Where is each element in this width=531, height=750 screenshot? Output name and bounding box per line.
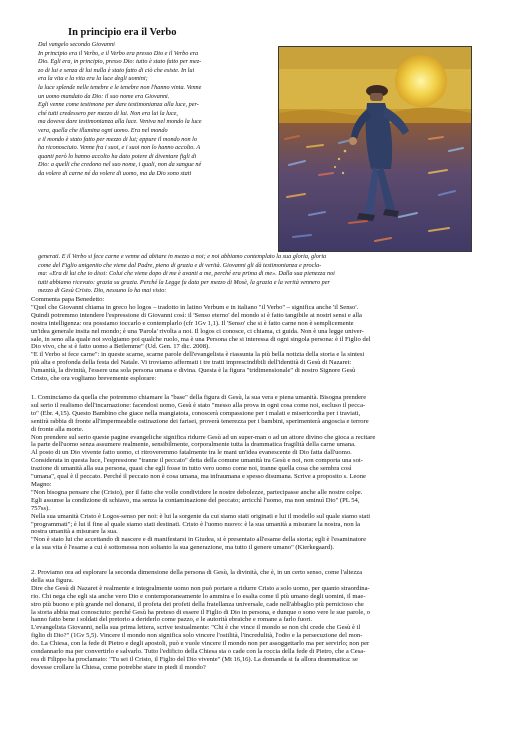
- section1-line: di fronte alla morte.: [31, 425, 84, 433]
- section1-line: Egli assunse la condizione di schiavo, ma senza la contaminazione del peccato; arricchì l'uomo, ma non sminuì Dio" (PL 54,: [31, 496, 360, 504]
- gospel-line: Dal vangelo secondo Giovanni: [38, 41, 115, 48]
- comment-line: Commenta papa Benedetto:: [31, 296, 105, 303]
- gospel-text: [38, 41, 274, 179]
- gospel-line: In principio era il Verbo, e il Verbo era presso Dio e il Verbo era: [38, 49, 199, 57]
- gospel-text-continued: [38, 253, 498, 296]
- section2-line: hanno fatto bene i soldati del pretorio a deriderlo come pazzo, e le autorità ebraiche e romane a farlo fuori.: [31, 616, 313, 624]
- section1-line: to" (Ebr. 4,15). Questo Bambino che giace nella mangiatoia, conoscerà compassione per i malati e misericordia per i traviati,: [31, 409, 361, 417]
- comment-line: Dio vivo, che si è fatto uomo a Betlemme" (Ud. Gen. 17 dic. 2008).: [31, 343, 210, 351]
- section-two-divinity: [31, 569, 507, 672]
- section2-line: 2. Proviamo ora ad esplorare la seconda dimensione della persona di Gesù, la divinità, che è, in un certo senso, come l'altezza: [31, 569, 363, 576]
- section1-line: Al posto di un Dio vivente fatto uomo, ci ritroveremmo fatalmente tra le mani un'idea evanescente di Dio fatta dall'uomo.: [31, 449, 352, 457]
- gospel-line: la luce splende nelle tenebre e le tenebre non l'hanno vinta. Venne: [38, 83, 202, 91]
- gospel-line: Egli venne come testimone per dare testimonianza alla luce, per-: [38, 101, 199, 109]
- section1-line: "programmati"; è lui il fine al quale siamo stati destinati. Cristo è l'uomo nuovo: è la sua umanità a misurare la nostra, non la: [31, 520, 361, 528]
- comment-line: "E il Verbo si fece carne": in queste scarne, scarne parole dell'evangelista è riassunta la più bella notizia della storia e la sintesi: [31, 351, 365, 359]
- gospel-line: mezzo di Gesù Cristo. Dio, nessuno lo ha mai visto:: [38, 287, 167, 295]
- comment-line: un'idea generale insita nel mondo; è una 'Parola' rivolta a noi. Il logos ci conosce, ci chiama, ci guida. Non è una legge univer-: [31, 327, 364, 335]
- section1-line: "Non è stato lui che accettando di nascere e di manifestarsi in Giudea, si è presentato all'esame della storia; egli è l'esaminatore: [31, 536, 366, 544]
- gospel-line: ma doveva dare testimonianza alla luce. Veniva nel mondo la luce: [38, 118, 202, 126]
- gospel-line: ché tutti credessero per mezzo di lui. Non era lui la luce,: [38, 109, 178, 117]
- section1-line: la parte dell'uomo senza assumere realmente, sensibilmente, corporalmente tutta la drammatica fragilità della carne umana.: [31, 441, 356, 449]
- comment-line: sale, in seno alla quale noi svolgiamo poi qualche ruolo, ma è una Persona che si interessa di ogni singola persona: è il Figlio del: [31, 335, 371, 343]
- sower-painting: [278, 46, 472, 252]
- gospel-line: era la vita e la vita era la luce degli uomini;: [38, 75, 148, 83]
- section2-line: rea di Filippo ha proclamato: "Tu sei il Cristo, il Figlio del Dio vivente" (Mt 16,16). La domanda si fa allora drammatica: se: [31, 655, 358, 663]
- section2-line: dovesse crollare la Chiesa, come potrebbe stare in piedi il mondo?: [31, 663, 206, 671]
- section1-line: sul serio il realismo dell'incarnazione: facendosi uomo, Gesù è stato "messo alla prova in ogni cosa come noi, escluso il pecca-: [31, 401, 366, 409]
- gospel-line: generati. E il Verbo si fece carne e venne ad abitare in mezzo a noi; e noi abbiamo contemplato la sua gloria, gloria: [38, 253, 327, 260]
- section1-line: "umana", qual è il peccato. Perché il peccato non è cosa umana, ma infraumana e spesso disumana. Scrive a proposito s. Leone: [31, 473, 366, 481]
- gospel-line: e il mondo è stato fatto per mezzo di lui; eppure il mondo non lo: [38, 135, 197, 143]
- commentary-intro: [31, 296, 507, 383]
- gospel-line: vera, quella che illumina ogni uomo. Era nel mondo: [38, 126, 168, 134]
- section1-line: Magno:: [31, 480, 52, 488]
- section1-line: Considerata in questa luce, l'espressione "tranne il peccato" detta della comune umanità tra Gesù e noi, non comporta una sot-: [31, 457, 363, 465]
- gospel-line: quanti però lo hanno accolto ha dato potere di diventare figli di: [38, 152, 197, 160]
- section2-line: la storia abbia mai conosciuto: perché Gesù ha preteso di essere il Figlio di Dio in persona, e dunque o sono vere le sue parole, o: [31, 608, 370, 616]
- comment-line: l'umanità, la divinità, l'essere una sola persona umana e divina. Questa è la figura "tridimensionale" di nostro Signore Gesù: [31, 367, 356, 375]
- section2-line: Dire che Gesù di Nazaret è realmente e integralmente uomo non può portare a ridurre Cristo a solo uomo, per quanto straordina-: [31, 584, 370, 592]
- section2-line: do. La Chiesa, con la fede di Pietro e degli apostoli, può e vuole vincere il mondo non per assoggettarlo ma per servirlo; non per: [31, 640, 370, 648]
- section1-line: e la sua vita è l'esame a cui è sottomessa non soltanto la sua generazione, ma tutto il genere umano" (Kierkegaard).: [31, 544, 335, 552]
- comment-line: più alta e profonda della festa del Natale. Vi troviamo affermati i tre tratti imprescindibili dell'identità di Gesù di Nazaret:: [31, 359, 352, 367]
- gospel-line: da volere di carne né da volere di uomo, ma da Dio sono stati: [38, 169, 192, 177]
- section1-line: Nella sua umanità Cristo è Logos-senso per noi: è lui la sorgente da cui siamo stati originati e lui il modello sul quale siamo stati: [31, 512, 371, 520]
- gospel-line: ha riconosciuto. Venne fra i suoi, e i suoi non lo hanno accolto. A: [38, 144, 201, 152]
- gospel-line: come del Figlio unigenito che viene dal Padre, pieno di grazia e di verità. Giovanni gli dà testimonianza e procla-: [38, 261, 322, 269]
- comment-line: Quindi potremmo intendere l'espressione di Giovanni così: il 'Senso eterno' del mondo si è fatto tangibile ai nostri sensi e alla: [31, 311, 362, 319]
- section1-line: trazione di umanità alla sua persona, quasi che egli fosse in tutto vero uomo come noi, tranne quella cosa che sembra così: [31, 465, 352, 473]
- gospel-line: ma: «Era di lui che io dissi: Colui che viene dopo di me è avanti a me, perché era prima di me». Dalla sua pienezza noi: [38, 270, 335, 278]
- gospel-line: tutti abbiamo ricevuto: grazia su grazia. Perché la Legge fu data per mezzo di Mosè, la grazia e la verità vennero per: [38, 278, 330, 286]
- gospel-line: zo di lui e senza di lui nulla è stato fatto di ciò che esiste. In lui: [38, 66, 195, 74]
- gospel-line: Dio. Egli era, in principio, presso Dio: tutto è stato fatto per mez-: [38, 58, 202, 66]
- section1-line: 757ss).: [31, 504, 50, 512]
- section2-line: condannarlo ma per convertirlo e salvarlo. Tutto l'edificio della Chiesa sta o cade con la roccia della fede di Pietro, che a Cesa-: [31, 648, 366, 656]
- section2-line: stro più buono e più grande nel donarsi, il profeta dei profeti della fratellanza universale, cade nell'abbaglio più pernicioso che: [31, 600, 364, 608]
- section1-line: "Non bisogna pensare che (Cristo), per il fatto che volle condividere le nostre debolezze, partecipasse anche alle nostre colpe.: [31, 488, 363, 496]
- section1-line: sentirà rabbia di fronte all'impermeabile ostinazione dei farisei, proverà tenerezza per i bambini, sperimenterà angoscia e terrore: [31, 417, 369, 425]
- gospel-line: un uomo mandato da Dio: il suo nome era Giovanni.: [38, 92, 170, 100]
- section1-line: 1. Cominciamo da quella che potremmo chiamare la "base" della figura di Gesù, la sua vera e piena umanità. Bisogna prendere: [31, 394, 367, 401]
- comment-line: nostra intelligenza: ora possiamo toccarlo e contemplarlo (cfr 1Gv 1,1). Il 'Senso' che si è fatto carne non è semplicemente: [31, 319, 354, 327]
- section2-line: L'evangelista Giovanni, nella sua prima lettera, scrive testualmente: "Chi è che vince il mondo se non chi crede che Gesù è il: [31, 624, 361, 632]
- gospel-line: Dio: a quelli che credono nel suo nome, i quali, non da sangue né: [38, 161, 202, 169]
- section1-line: Non prendere sul serio queste pagine evangeliche significa ridurre Gesù ad un super-man o ad un attore divino che gioca a recitare: [31, 433, 376, 441]
- page-title: In principio era il Verbo: [68, 27, 177, 38]
- comment-line: Cristo, che ora vogliamo brevemente esplorare:: [31, 375, 157, 383]
- section2-line: rio. Chi nega che egli sia anche vero Dio e contemporaneamente lo ammira e lo esalta come il più umano degli uomini, il mae-: [31, 592, 366, 600]
- section-one-humanity: [31, 394, 507, 552]
- section1-line: nostra umanità a misurare la sua.: [31, 528, 118, 536]
- section2-line: figlio di Dio?" (1Gv 5,5). Vincere il mondo non significa solo vincere l'ostilità, l'incredulità, l'odio e la persecuzione del mon-: [31, 632, 363, 640]
- section2-line: della sua figura.: [31, 576, 74, 584]
- comment-line: "Quel che Giovanni chiama in greco ho logos – tradotto in latino Verbum e in italiano "il Verbo" – significa anche 'il Senso'.: [31, 303, 359, 311]
